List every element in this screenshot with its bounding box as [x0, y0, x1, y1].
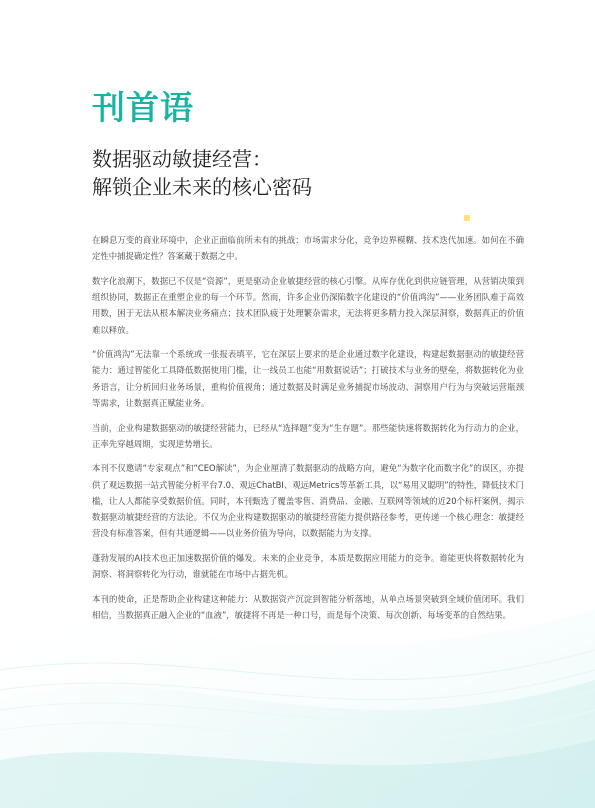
paragraph: 数字化浪潮下，数据已不仅是“资源”，更是驱动企业敏捷经营的核心引擎。从库存优化到供应链管理，从营销决策到组织协同，数据正在重塑企业的每一个环节。然而，许多企业仍深陷数字化建设的“价值鸿沟”——业务团队难于高效用数，困于无法从根本解决业务痛点；技术团队疲于处理繁杂需求，无法将更多精力投入深层洞察，数据真正的价值难以释放。: [92, 275, 524, 335]
paragraph: 当前，企业构建数据驱动的敏捷经营能力，已经从“选择题”变为“生存题”。那些能快速将数据转化为行动力的企业，正率先穿越周期，实现逆势增长。: [92, 422, 524, 449]
paragraph: 本刊的使命，正是帮助企业构建这种能力：从数据资产沉淀到智能分析落地，从单点场景突破到全域价值闭环。我们相信，当数据真正融入企业的“血液”，敏捷将不再是一种口号，而是每个决策、每次创新、每场变革的自然结果。: [92, 593, 524, 621]
headline-line-1: 数据驱动敏捷经营：: [92, 147, 272, 171]
paragraph: 本刊不仅邀请“专家观点”和“CEO解读”，为企业厘清了数据驱动的战略方向，避免“为数字化而数字化”的误区，亦提供了观远数据一站式智能分析平台7.0、观远ChatBI、观远Metrics等革新工具，以“易用又聪明”的特性，降低技术门槛，让人人都能享受数据价值。同时，本刊甄选了覆盖零售、消费品、金融、互联网等领域的近20个标杆案例，揭示数据驱动敏捷经营的方法论。不仅为企业构建数据驱动的敏捷经营能力提供路径参考，更传递一个核心理念：敏捷经营没有标准答案，但有共通逻辑——以业务价值为导向，以数据能力为支撑。: [92, 463, 524, 539]
article-body: [92, 232, 524, 632]
paragraph: 蓬勃发展的AI技术也正加速数据价值的爆发。未来的企业竞争，本质是数据应用能力的竞争。谁能更快将数据转化为洞察、将洞察转化为行动，谁就能在市场中占据先机。: [92, 552, 524, 580]
paragraph: “价值鸿沟”无法靠一个系统或一张报表填平，它在深层上要求的是企业通过数字化建设，构建起数据驱动的敏捷经营能力：通过智能化工具降低数据使用门槛，让一线员工也能“用数据说话”；打破技术与业务的壁垒，将数据转化为业务语言，让分析回归业务场景，重构价值视角；通过数据及时满足业务捕捉市场波动、洞察用户行为与突破运营瓶颈等需求，让数据真正赋能业务。: [92, 349, 524, 408]
paragraph: 在瞬息万变的商业环境中，企业正面临前所未有的挑战：市场需求分化、竞争边界模糊、技术迭代加速。如何在不确定性中捕捉确定性？答案藏于数据之中。: [92, 235, 524, 262]
headline: [92, 145, 312, 201]
decorative-dot: [464, 215, 470, 221]
section-title: 刊首语: [92, 88, 194, 127]
headline-line-2: 解锁企业未来的核心密码: [92, 175, 312, 199]
